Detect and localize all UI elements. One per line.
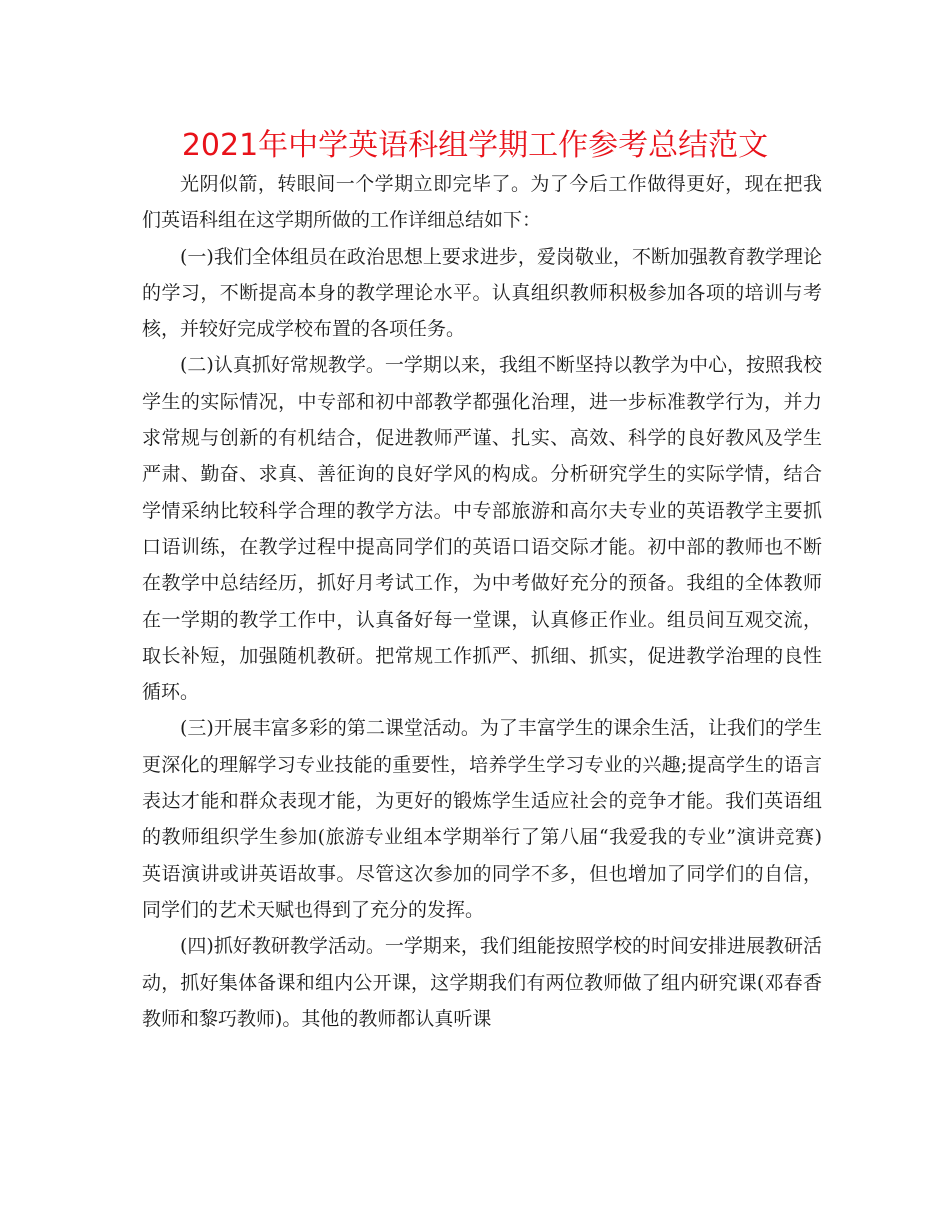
paragraph-intro: 光阴似箭，转眼间一个学期立即完毕了。为了今后工作做得更好，现在把我们英语科组在这学期所做的工作详细总结如下：	[142, 173, 822, 232]
paragraph-section-2: (二)认真抓好常规教学。一学期以来，我组不断坚持以教学为中心，按照我校学生的实际情况，中专部和初中部教学都强化治理，进一步标准教学行为，并力求常规与创新的有机结合，促进教师严谨、扎实、高效、科学的良好教风及学生严肃、勤奋、求真、善征询的良好学风的构成。分析研究学生的实际学情，结合学情采纳比较科学合理的教学方法。中专部旅游和高尔夫专业的英语教学主要抓口语训练，在教学过程中提高同学们的英语口语交际才能。初中部的教师也不断在教学中总结经历，抓好月考试工作，为中考做好充分的预备。我组的全体教师在一学期的教学工作中，认真备好每一堂课，认真修正作业。组员间互观交流，取长补短，加强随机教研。把常规工作抓严、抓细、抓实，促进教学治理的良性循环。	[142, 354, 822, 704]
paragraph-section-1: (一)我们全体组员在政治思想上要求进步，爱岗敬业，不断加强教育教学理论的学习，不断提高本身的教学理论水平。认真组织教师积极参加各项的培训与考核，并较好完成学校布置的各项任务。	[142, 245, 822, 341]
document-title: 2021年中学英语科组学期工作参考总结范文	[181, 128, 769, 163]
paragraph-section-3: (三)开展丰富多彩的第二课堂活动。为了丰富学生的课余生活，让我们的学生更深化的理解学习专业技能的重要性，培养学生学习专业的兴趣;提高学生的语言表达才能和群众表现才能，为更好的锻炼学生适应社会的竞争才能。我们英语组的教师组织学生参加(旅游专业组本学期举行了第八届“我爱我的专业”演讲竞赛)英语演讲或讲英语故事。尽管这次参加的同学不多，但也增加了同学们的自信，同学们的艺术天赋也得到了充分的发挥。	[142, 717, 822, 921]
document-body	[142, 166, 822, 1037]
paragraph-section-4: (四)抓好教研教学活动。一学期来，我们组能按照学校的时间安排进展教研活动，抓好集体备课和组内公开课，这学期我们有两位教师做了组内研究课(邓春香教师和黎巧教师)。其他的教师都认真听课	[142, 935, 822, 1030]
